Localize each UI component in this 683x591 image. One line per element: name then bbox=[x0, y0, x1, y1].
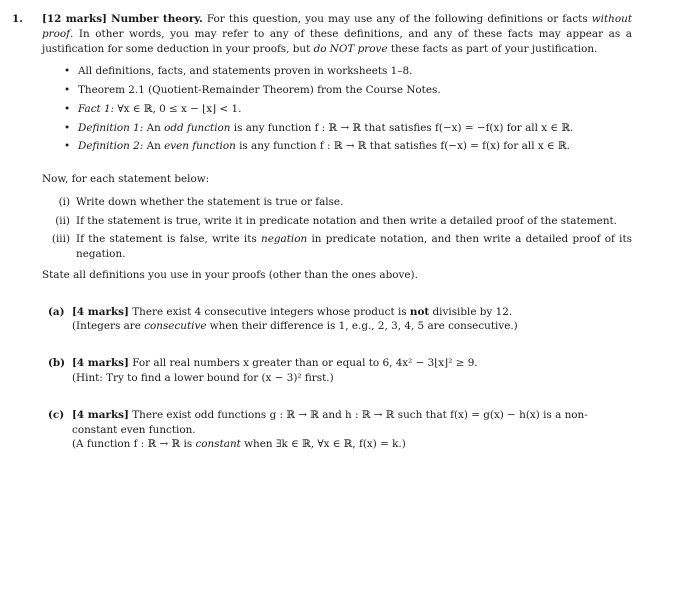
part-label: (b) bbox=[48, 357, 66, 370]
text-run: . In other words, you may refer to any of these definitions, and any of these facts may appear as a justification for some deduction in your proofs, but bbox=[42, 27, 632, 55]
question-marks: [12 marks] bbox=[42, 13, 107, 25]
part-statement bbox=[72, 305, 632, 320]
text-run: these facts as part of your justification. bbox=[387, 42, 598, 55]
text-run: (Integers are bbox=[72, 320, 145, 333]
text-run: negation bbox=[261, 233, 308, 246]
fact-item bbox=[64, 83, 632, 98]
part-statement bbox=[72, 408, 632, 438]
part-label: (c) bbox=[48, 408, 65, 421]
text-run: Write down whether the statement is true or false. bbox=[76, 195, 344, 208]
bullet-icon: • bbox=[64, 121, 71, 134]
instructions-lead: Now, for each statement below: bbox=[42, 173, 210, 186]
text-run: All definitions, facts, and statements proven in worksheets 1–8. bbox=[78, 65, 413, 78]
text-run: (A function f : ℝ → ℝ is bbox=[72, 438, 196, 451]
text-run: divisible by 12. bbox=[429, 305, 513, 318]
bullet-icon: • bbox=[64, 102, 71, 115]
definitions-note: State all definitions you use in your proofs (other than the ones above). bbox=[42, 268, 418, 281]
part-a bbox=[48, 305, 632, 335]
part-note bbox=[72, 437, 632, 452]
text-run: If the statement is true, write it in predicate notation and then write a detailed proof of the statement. bbox=[76, 214, 617, 227]
text-run: Theorem 2.1 (Quotient-Remainder Theorem) from the Course Notes. bbox=[78, 84, 441, 97]
text-run: when ∃k ∈ ℝ, ∀x ∈ ℝ, f(x) = k.) bbox=[240, 438, 406, 451]
text-run: constant bbox=[195, 438, 241, 451]
facts-list bbox=[12, 64, 632, 154]
fact-item bbox=[64, 121, 632, 136]
text-run: do NOT prove bbox=[313, 42, 388, 55]
text-run: is any function f : ℝ → ℝ that satisfies f(−x) = −f(x) for all x ∈ ℝ. bbox=[230, 121, 574, 134]
question-number: 1. bbox=[12, 13, 23, 25]
bullet-icon: • bbox=[64, 140, 71, 153]
text-run: An bbox=[143, 140, 165, 153]
text-run: There exist odd functions g : ℝ → ℝ and h : ℝ → ℝ such that f(x) = g(x) − h(x) is a non-constant even function. bbox=[72, 408, 588, 436]
text-run: An bbox=[143, 121, 165, 134]
bullet-icon: • bbox=[64, 65, 71, 78]
text-run: [4 marks] bbox=[72, 305, 129, 318]
text-run: even function bbox=[164, 140, 236, 153]
fact-item bbox=[64, 139, 632, 154]
text-run: For this question, you may use any of the following definitions or facts bbox=[206, 13, 592, 25]
text-run: Definition 2: bbox=[78, 140, 144, 153]
text-run: consecutive bbox=[144, 320, 207, 333]
fact-item bbox=[64, 64, 632, 79]
text-run: Fact 1: bbox=[78, 102, 115, 115]
step-item: (iii) If the statement is false, write its negation in predicate notation, and then write a detailed proof of its negation. bbox=[51, 233, 632, 261]
text-run: If the statement is false, write its bbox=[76, 233, 262, 246]
part-note bbox=[72, 371, 632, 386]
text-run: There exist 4 consecutive integers whose product is bbox=[128, 305, 410, 318]
part-label: (a) bbox=[48, 305, 65, 318]
text-run: when their difference is 1, e.g., 2, 3, 4, 5 are consecutive.) bbox=[206, 320, 518, 333]
instruction-steps bbox=[12, 195, 632, 262]
fact-item bbox=[64, 102, 632, 117]
question-topic: Number theory. bbox=[111, 13, 203, 25]
bullet-icon: • bbox=[64, 84, 71, 97]
part-statement bbox=[72, 356, 632, 371]
question-intro bbox=[42, 12, 632, 56]
part-b bbox=[48, 356, 632, 386]
text-run: For all real numbers x greater than or equal to 6, 4x² − 3⌊x⌋² ≥ 9. bbox=[128, 357, 478, 370]
step-item: (ii) If the statement is true, write it in predicate notation and then write a detailed proof of the statement. bbox=[55, 214, 617, 227]
text-run: Definition 1: bbox=[78, 121, 144, 134]
text-run: (Hint: Try to find a lower bound for (x − 3)² first.) bbox=[72, 372, 334, 385]
text-run: [4 marks] bbox=[72, 357, 129, 370]
text-run: [4 marks] bbox=[72, 408, 129, 421]
text-run: odd function bbox=[164, 121, 231, 134]
text-run: without proof bbox=[42, 13, 632, 40]
text-run: is any function f : ℝ → ℝ that satisfies f(−x) = f(x) for all x ∈ ℝ. bbox=[235, 140, 570, 153]
text-run: not bbox=[409, 305, 430, 318]
text-run: ∀x ∈ ℝ, 0 ≤ x − ⌊x⌋ < 1. bbox=[114, 102, 242, 115]
part-c bbox=[48, 408, 632, 452]
part-note bbox=[72, 319, 632, 334]
text-run: in predicate notation, and then write a detailed proof of its negation. bbox=[76, 233, 632, 261]
question-1 bbox=[12, 12, 632, 452]
step-item: (i) Write down whether the statement is true or false. bbox=[58, 195, 344, 208]
